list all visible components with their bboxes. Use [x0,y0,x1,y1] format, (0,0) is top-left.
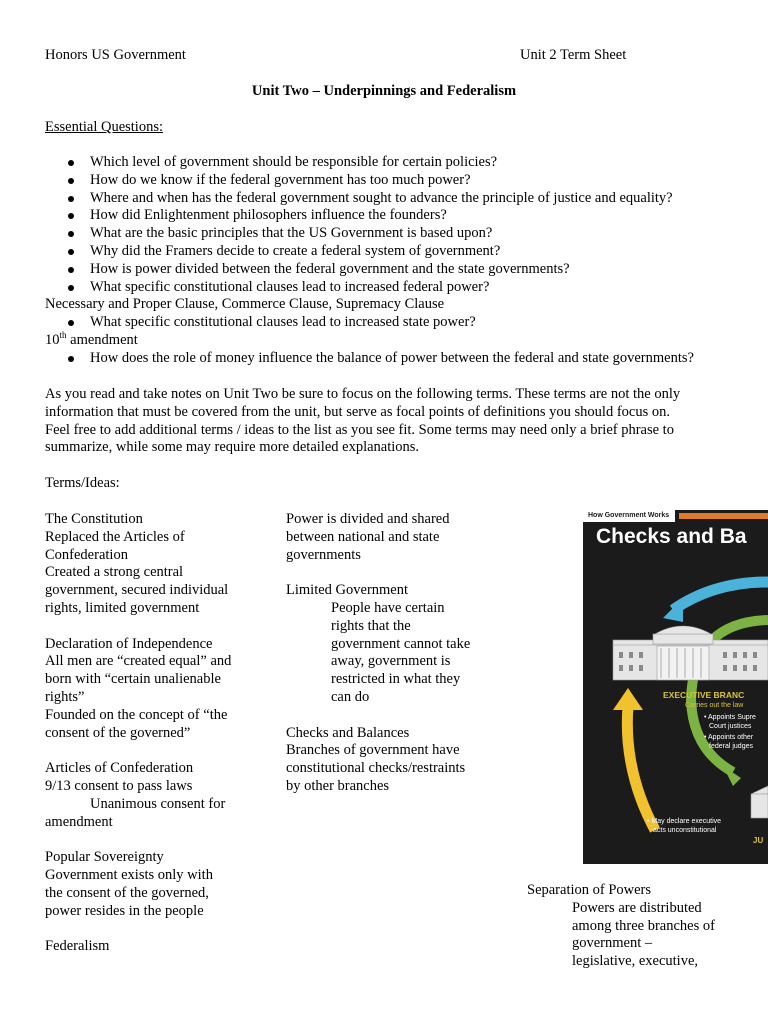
term-title: Limited Government [286,582,409,599]
judicial-label: JU [753,836,764,845]
question-list-1 [45,154,673,296]
question-item: How did Enlightenment philosophers influence the founders? [45,207,673,225]
infographic-tag: How Government Works [583,510,675,522]
infographic-title: Checks and Ba [596,525,747,548]
term-title: The Constitution [45,511,143,527]
question-item: What specific constitutional clauses lead to increased federal power? [45,279,673,297]
term-title: Separation of Powers [527,882,652,898]
executive-branch-heading: EXECUTIVE BRANC [663,690,745,700]
question-list-2 [45,314,476,332]
term-title: Federalism [45,938,110,955]
question-item: Which level of government should be responsible for certain policies? [45,154,673,172]
blue-arrow-shape [673,582,768,610]
essential-questions-heading: Essential Questions: [45,119,164,135]
question-item: Where and when has the federal government sought to advance the principle of justice and equality? [45,190,673,208]
answer-federal-clauses: Necessary and Proper Clause, Commerce Clause, Supremacy Clause [45,296,445,312]
term-title: Checks and Balances [286,724,410,741]
infographic-artwork [583,510,768,864]
terms-column-3: Separation of Powers Powers are distributed among three branches of government – legislative, executive, [527,882,768,971]
question-item: How does the role of money influence the balance of power between the federal and state governments? [45,350,694,368]
question-item: What are the basic principles that the US Government is based upon? [45,225,673,243]
question-item: How is power divided between the federal government and the state governments? [45,261,673,279]
sheet-name: Unit 2 Term Sheet [520,47,627,63]
term-title: Declaration of Independence [45,635,213,652]
yellow-arrow-shape [627,706,655,830]
question-list-3 [45,350,694,368]
terms-column-1: The Constitution Replaced the Articles of Confederation Created a strong central government, secured individual rights, limited government Declaration of Independence All men are “created equal” and born with “certain unalienable rights” Founded on the concept of “the consent of the governed” Articles of Confederation 9/13 consent to pass laws Unanimous consent for amendment Popular Sovereignty Government exists only with the consent of the governed, power resides in the people Federalism [45,511,275,956]
course-name: Honors US Government [45,47,186,63]
supreme-court-building [751,786,768,818]
term-title: Articles of Confederation [45,760,194,777]
header-stripe [679,513,768,519]
question-item: What specific constitutional clauses lead to increased state power? [45,314,476,332]
answer-state-clauses: 10th amendment [45,330,138,348]
terms-column-2: Power is divided and shared between national and state governments Limited Government People have certain rights that the government cannot take away, government is restricted in what they can do Checks and Balances Branches of government have constitutional checks/restraints by other branches [286,511,516,796]
blue-arrow-head [663,598,683,622]
question-item: Why did the Framers decide to create a federal system of government? [45,243,673,261]
checks-and-balances-infographic: How Government Works Checks and Ba EXECUTIVE BRANC Carries out the law • Appoints Supre Court justices • Appoints other federal judges • May declare executive acts unconstitutional JU [583,510,768,864]
page-title: Unit Two – Underpinnings and Federalism [251,83,517,99]
executive-branch-subtitle: Carries out the law [685,702,744,709]
yellow-arrow-head [613,688,643,710]
question-item: How do we know if the federal government has too much power? [45,172,673,190]
term-title: Popular Sovereignty [45,849,164,866]
intro-paragraph: As you read and take notes on Unit Two be sure to focus on the following terms. These terms are not the only information that must be covered from the unit, but serve as focal points of definitions you should focus on. Feel free to add additional terms / ideas to the list as you see fit. Some terms may need only a brief phrase to summarize, while some may require more detailed explanations. [45,386,681,456]
terms-heading: Terms/Ideas: [45,475,120,491]
